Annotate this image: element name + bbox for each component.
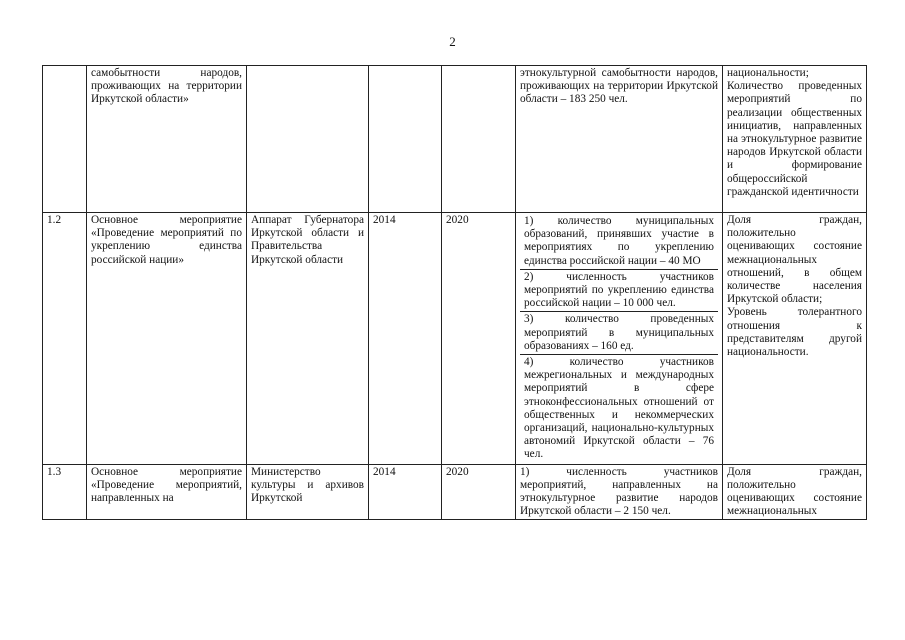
event-name: Основное мероприятие «Проведение мероприятий, направленных на <box>87 464 247 520</box>
executor: Аппарат Губернатора Иркутской области и Правительства Иркутской области <box>247 213 369 465</box>
indicators-list <box>520 214 718 463</box>
row-number: 1.3 <box>43 464 87 520</box>
row-number: 1.2 <box>43 213 87 465</box>
target-indicators <box>723 213 867 465</box>
event-name: Основное мероприятие «Проведение мероприятий по укреплению единства российской нации» <box>87 213 247 465</box>
year-end: 2020 <box>442 464 516 520</box>
target-item: Доля граждан, положительно оценивающих состояние межнациональных отношений, в общем количестве населения Иркутской области; <box>727 214 862 306</box>
year-end: 2020 <box>442 213 516 465</box>
target-item: Количество проведенных мероприятий по реализации общественных инициатив, направленных на этнокультурное развитие народов Иркутской области и формирование общероссийской гражданской идентичности <box>727 80 862 198</box>
target-indicators <box>723 66 867 213</box>
indicator-item: 3) количество проведенных мероприятий в муниципальных образованиях – 160 ед. <box>520 312 718 355</box>
page-number: 2 <box>449 34 456 49</box>
indicator-item: 2) численность участников мероприятий по укреплению единства российской нации – 10 000 чел. <box>520 269 718 312</box>
indicator-item: 4) количество участников межрегиональных и международных мероприятий в сфере этноконфессиональных отношений от общественных и некоммерческих организаций, национально-культурных автономий Иркутской области – 76 чел. <box>524 356 714 461</box>
row-number <box>43 66 87 213</box>
indicator-cell: 1) численность участников мероприятий, направленных на этнокультурное развитие народов Иркутской области – 2 150 чел. <box>516 464 723 520</box>
year-start: 2014 <box>369 213 442 465</box>
table-row <box>43 66 867 213</box>
target-item: Уровень толерантного отношения к представителям другой национальности. <box>727 306 862 359</box>
executor <box>247 66 369 213</box>
year-end <box>442 66 516 213</box>
target-item: Доля граждан, положительно оценивающих состояние межнациональных <box>727 465 862 518</box>
year-start <box>369 66 442 213</box>
program-table <box>42 65 867 520</box>
table-row <box>43 464 867 520</box>
indicators-cell <box>516 213 723 465</box>
target-indicators <box>723 464 867 520</box>
event-name: самобытности народов, проживающих на территории Иркутской области» <box>87 66 247 213</box>
executor: Министерство культуры и архивов Иркутской <box>247 464 369 520</box>
year-start: 2014 <box>369 464 442 520</box>
target-item: национальности; <box>727 67 809 79</box>
table-row <box>43 213 867 465</box>
indicator-item: 1) количество муниципальных образований, принявших участие в мероприятиях по укреплению единства российской нации – 40 МО <box>520 214 718 269</box>
indicator-cell: этнокультурной самобытности народов, проживающих на территории Иркутской области – 183 250 чел. <box>516 66 723 213</box>
